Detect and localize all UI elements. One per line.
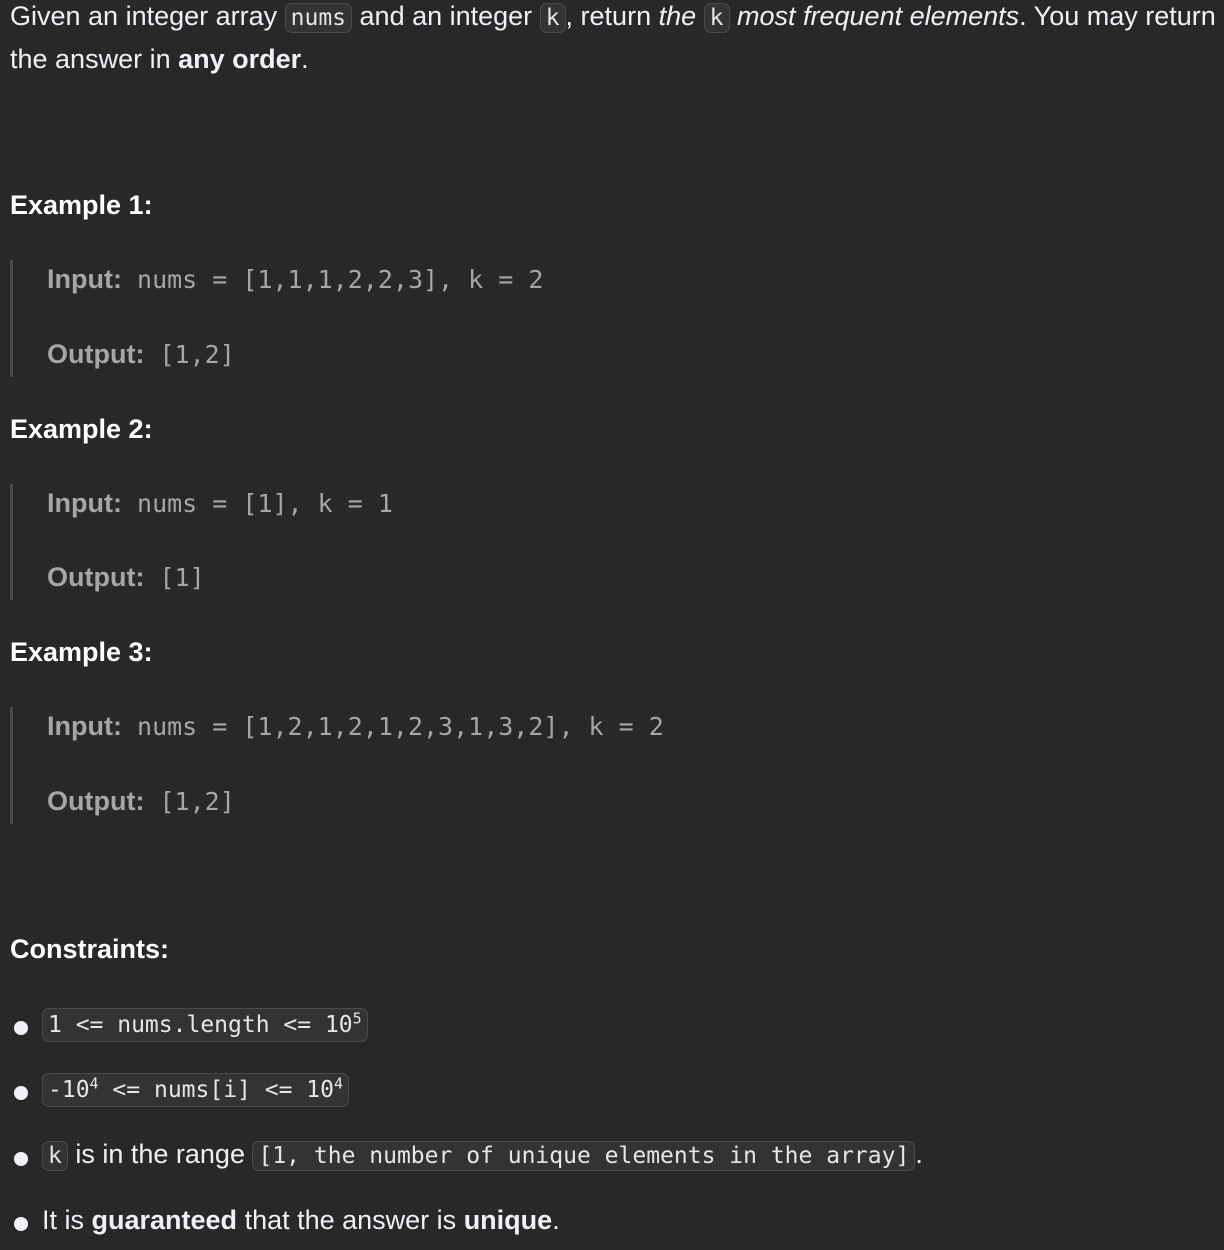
description-italic: the [658,1,704,31]
description-bold: any order [178,44,302,74]
constraint-1-code: 1 <= nums.length <= $10^5$ [42,1008,368,1042]
problem-description [10,0,1220,80]
example-3-input: Input: nums = [1,2,1,2,1,2,3,1,3,2], k = 2 [47,711,664,741]
description-text: Given an integer array [10,1,285,31]
example-1-block [10,260,1113,377]
example-2-heading: Example 2: [10,414,153,444]
bullet-icon [14,1086,28,1100]
example-2-output: Output: [1] [47,562,205,592]
example-2-input: Input: nums = [1], k = 1 [47,488,393,518]
constraint-4: It is guaranteed that the answer is unique. [42,1205,560,1235]
inline-code-k: k [540,3,566,33]
inline-code-k: k [42,1141,68,1171]
inline-code-range: [1, the number of unique elements in the array] [252,1141,915,1171]
example-1-input: Input: nums = [1,1,1,2,2,3], k = 2 [47,264,544,294]
constraints-heading: Constraints: [10,934,170,964]
constraint-2 [42,1073,349,1104]
example-3-block [10,707,1113,824]
example-1-heading: Example 1: [10,190,153,220]
constraint-3: k is in the range [1, the number of unique elements in the array] . [42,1139,923,1170]
description-text: . You may return the answer in [10,1,1216,74]
example-3-output: Output: [1,2] [47,786,235,816]
inline-code-k: k [704,3,730,33]
bullet-icon [14,1152,28,1166]
description-text: . [301,44,309,74]
inline-code-nums: nums [285,3,352,33]
description-italic: most frequent elements [729,1,1020,31]
constraint-2-code: $-10^4$ <= nums[i] <= $10^4$ [42,1073,349,1107]
bullet-icon [14,1217,28,1231]
example-1-output: Output: [1,2] [47,339,235,369]
constraint-1 [42,1008,368,1039]
example-3-heading: Example 3: [10,637,153,667]
bullet-icon [14,1021,28,1035]
description-text: and an integer [352,1,540,31]
description-text: , return [565,1,659,31]
example-2-block [10,484,1113,600]
